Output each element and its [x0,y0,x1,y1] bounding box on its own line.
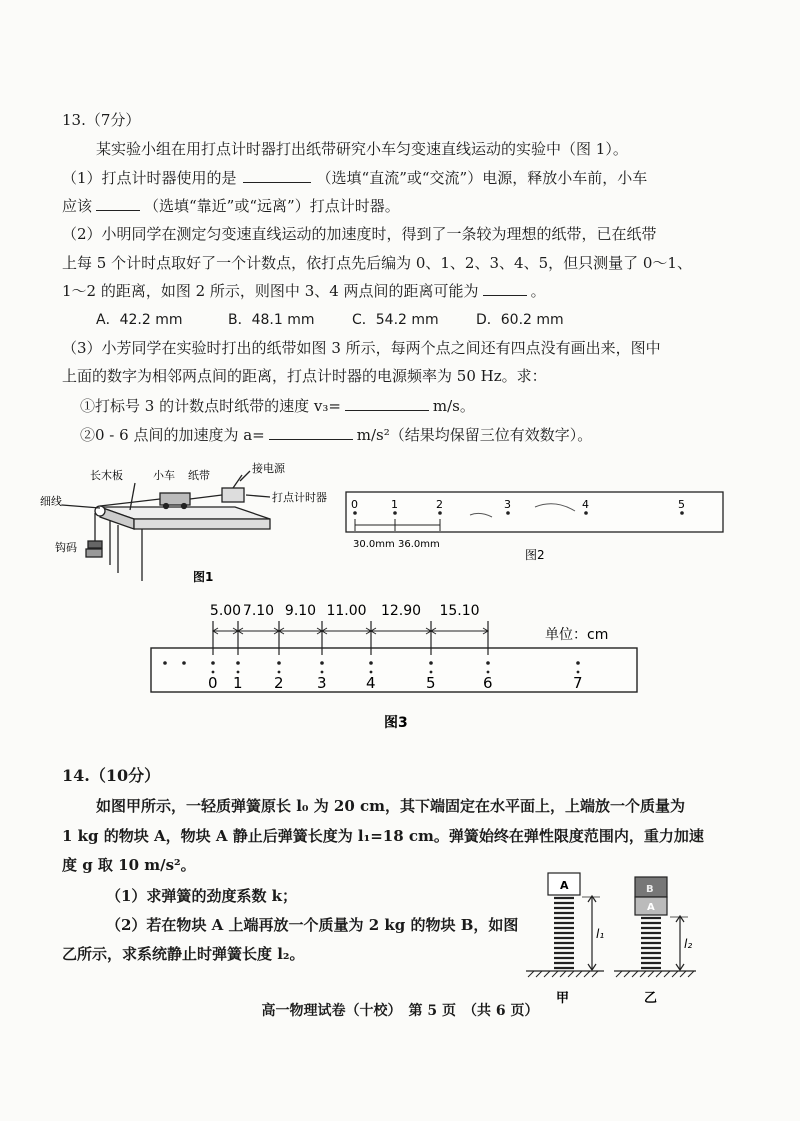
q13-part2-line1: （2）小明同学在测定匀变速直线运动的加速度时，得到了一条较为理想的纸带，已在纸带 [62,225,657,243]
timer-device [222,488,244,502]
label-pointer [130,483,135,510]
q14-line1: 如图甲所示，一轻质弹簧原长 l₀ 为 20 cm，其下端固定在水平面上，上端放一个质量为 [96,797,686,815]
fig2-point-label: 4 [582,498,589,511]
fig2-point [584,511,588,515]
tape-strip [151,648,637,692]
fig2-tape [346,492,723,532]
q13-part1-line1 [62,168,647,188]
fig3-distance-label: 7.10 [242,603,275,619]
option-b: B．48.1 mm [228,312,315,328]
cart-wheel [182,504,187,509]
fig2-point-label: 3 [504,498,511,511]
fig1-apparatus [62,471,270,581]
answer-blank[interactable] [483,281,527,296]
q13-intro: 某实验小组在用打点计时器打出纸带研究小车匀变速直线运动的实验中（图 1）。 [96,140,628,158]
answer-blank[interactable] [345,396,429,411]
page-footer: 高一物理试卷（十校） 第 5 页 （共 6 页） [261,1003,539,1019]
tape-strip [346,492,723,532]
fig1-caption: 图1 [193,570,214,584]
text: m/s。 [432,397,475,415]
spring-figure [520,870,720,1010]
q14-line4: （1）求弹簧的劲度系数 k； [106,887,298,905]
fig2-point [438,511,442,515]
option-a: A．42.2 mm [96,312,183,328]
fig3-point [278,671,281,674]
fig2-point-label: 1 [391,498,398,511]
fig3-point [576,661,580,665]
cart-wheel [164,504,169,509]
fig2-point [680,511,684,515]
q13-part2-line2: 上每 5 个计时点取好了一个计数点，依打点先后编为 0、1、2、3、4、5，但只测量了 0～1、 [62,254,692,272]
label-tape: 纸带 [188,469,210,482]
spring-coil [641,918,661,968]
text: m/s²（结果均保留三位有效数字）。 [356,426,593,444]
fig3-point-label: 5 [426,674,436,692]
block-a-label: A [560,879,569,892]
fig3-distance-label: 12.90 [380,603,422,619]
fig3-point-label: 2 [274,674,284,692]
text: （选填“靠近”或“远离”）打点计时器。 [144,197,400,215]
label-board: 长木板 [90,469,123,482]
q14-header: 14.（10分） [62,766,161,785]
q13-header: 13.（7分） [62,111,141,129]
text: （1）打点计时器使用的是 [62,169,237,187]
q13-part3-line1: （3）小芳同学在实验时打出的纸带如图 3 所示，每两个点之间还有四点没有画出来，图中 [62,339,661,357]
paper-tape [190,495,222,499]
caption-jia: 甲 [556,991,570,1006]
label-weight: 钩码 [55,541,77,554]
fig2-distance-2: 36.0mm [398,539,440,550]
text: ①打标号 3 的计数点时纸带的速度 v₃= [80,397,341,415]
fig3-tape [151,603,637,692]
fig3-point [237,671,240,674]
label-power: 接电源 [252,462,285,475]
answer-blank[interactable] [96,196,140,211]
label-cart: 小车 [153,469,175,482]
fig3-point [211,661,215,665]
fig3-point [370,671,373,674]
fig3-point [236,661,240,665]
text: 。 [530,282,546,300]
fig2-point-label: 5 [678,498,685,511]
fig2-point-label: 2 [436,498,443,511]
caption-yi: 乙 [644,991,658,1006]
q14-line6: 乙所示，求系统静止时弹簧长度 l₂。 [62,945,305,963]
option-d: D．60.2 mm [476,312,564,328]
fig2-distance-1: 30.0mm [353,539,395,550]
fig3-distance-label: 15.10 [439,603,480,619]
label-pointer [62,505,100,508]
fig2-point-label: 0 [351,498,358,511]
q14-line2: 1 kg 的物块 A，物块 A 静止后弹簧长度为 l₁=18 cm。弹簧始终在弹性限度范围内，重力加速 [62,827,704,845]
q13-part1-line2 [62,196,400,216]
q13-part3-line4 [80,425,592,445]
fig3-extra-dot [163,661,167,665]
fig3-point [212,671,215,674]
fig3-caption: 图3 [384,715,408,731]
text: ②0 - 6 点间的加速度为 a= [80,426,265,444]
fig2-point [506,511,510,515]
ground-hatch [528,971,598,977]
ground-hatch [616,971,694,977]
board-front [134,519,270,529]
fig3-point [486,661,490,665]
string-line [100,499,160,506]
answer-blank[interactable] [243,168,311,183]
fig3-point [321,671,324,674]
label-string: 细线 [40,495,62,508]
q14-line5: （2）若在物块 A 上端再放一个质量为 2 kg 的物块 B，如图 [106,916,519,934]
fig3-point-label: 4 [366,674,376,692]
fig3-distance-label: 5.00 [209,603,242,619]
text: 应该 [62,197,93,215]
fig3-distance-label: 11.00 [326,603,367,619]
fig3-point [320,661,324,665]
fig3-point [577,671,580,674]
length-l2: l₂ [684,937,693,951]
block-b-label: B [646,884,654,895]
fig3-distance-label: 9.10 [284,603,317,619]
q13-part3-line3 [80,396,475,416]
fig2-point [353,511,357,515]
q13-figures [0,455,800,755]
answer-blank[interactable] [269,425,353,440]
fig3-point-label: 3 [317,674,327,692]
hook-weight [88,541,102,548]
length-l1: l₁ [596,927,605,941]
power-cord [233,475,242,488]
label-timer: 打点计时器 [272,491,327,504]
fig3-point [369,661,373,665]
cart [160,493,190,505]
fig3-point-label: 0 [208,674,218,692]
q13-part2-line3 [62,281,546,301]
fig3-point [277,661,281,665]
text: 1～2 的距离，如图 2 所示，则图中 3、4 两点间的距离可能为 [62,282,479,300]
fig3-point [429,661,433,665]
spring-coil [554,898,574,968]
block-a-label: A [647,902,655,913]
q13-part3-line2: 上面的数字为相邻两点间的距离，打点计时器的电源频率为 50 Hz。求： [62,367,547,385]
fig3-point-label: 1 [233,674,243,692]
text: （选填“直流”或“交流”）电源，释放小车前，小车 [316,169,648,187]
fig2-point [393,511,397,515]
q14-line3: 度 g 取 10 m/s²。 [62,856,196,874]
fig3-point-label: 6 [483,674,493,692]
fig3-point [430,671,433,674]
option-c: C．54.2 mm [352,312,439,328]
fig3-point-label: 7 [573,674,583,692]
fig3-extra-dot [182,661,186,665]
fig2-caption: 图2 [525,548,545,562]
fig3-unit: 单位：cm [545,627,609,643]
spring-yi [614,877,696,977]
label-pointer [246,495,270,497]
fig3-point [487,671,490,674]
hook-weight [86,549,102,557]
